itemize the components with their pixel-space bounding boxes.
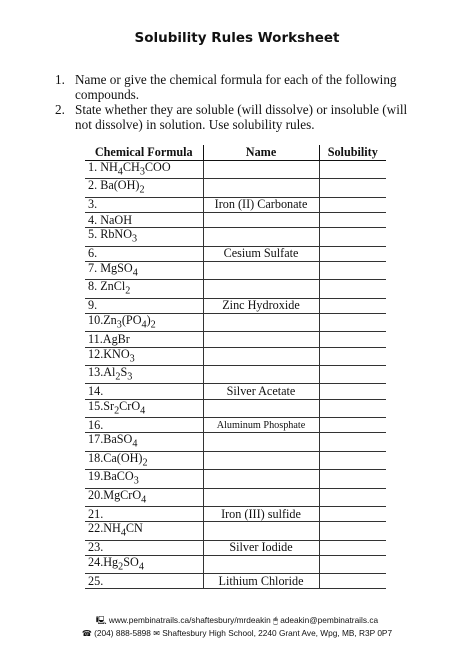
formula-cell: 17.BaSO$_4$	[85, 433, 203, 451]
solubility-cell	[319, 228, 386, 246]
worksheet-title: Solubility Rules Worksheet	[134, 30, 340, 46]
table-row	[85, 522, 386, 540]
instruction-2	[55, 102, 415, 132]
instruction-number: 2.	[55, 102, 65, 117]
name-cell	[203, 399, 319, 417]
header-chemical-formula: Chemical Formula	[85, 145, 203, 161]
footer-phone: (204) 888-5898	[94, 628, 151, 638]
solubility-cell	[319, 384, 386, 399]
footer-email: adeakin@pembinatrails.ca	[280, 615, 379, 625]
name-cell	[203, 433, 319, 451]
table-row	[85, 433, 386, 451]
name-cell: Iron (II) Carbonate	[203, 197, 319, 212]
table-row	[85, 197, 386, 212]
formula-cell: 25.	[85, 574, 203, 589]
formula-cell: 8. ZnCl$_2$	[85, 280, 203, 298]
formula-cell: 14.	[85, 384, 203, 399]
table-row	[85, 366, 386, 384]
footer-address: Shaftesbury High School, 2240 Grant Ave, Wpg, MB, R3P 0P7	[162, 628, 393, 638]
mouse-icon: 🖱	[273, 616, 278, 625]
solubility-cell	[319, 347, 386, 365]
solubility-cell	[319, 418, 386, 433]
header-name: Name	[203, 145, 319, 161]
name-cell: Silver Iodide	[203, 540, 319, 555]
table-row	[85, 470, 386, 488]
formula-cell: 23.	[85, 540, 203, 555]
name-cell: Cesium Sulfate	[203, 246, 319, 261]
table-row	[85, 246, 386, 261]
name-cell: Zinc Hydroxide	[203, 298, 319, 313]
solubility-cell	[319, 246, 386, 261]
table-row	[85, 418, 386, 433]
table-row	[85, 555, 386, 573]
formula-cell: 1. $NH_4CH_3COO$	[85, 161, 203, 179]
name-cell	[203, 470, 319, 488]
name-cell	[203, 280, 319, 298]
worksheet-table	[85, 145, 386, 589]
solubility-cell	[319, 332, 386, 347]
table-row	[85, 313, 386, 331]
solubility-cell	[319, 522, 386, 540]
table-row	[85, 280, 386, 298]
name-cell	[203, 347, 319, 365]
table-row	[85, 384, 386, 399]
table-row	[85, 179, 386, 197]
formula-cell: 5. RbNO$_3$	[85, 228, 203, 246]
solubility-cell	[319, 399, 386, 417]
solubility-cell	[319, 261, 386, 279]
name-cell	[203, 522, 319, 540]
computer-icon: 🖳	[95, 616, 107, 625]
formula-cell: 3.	[85, 197, 203, 212]
name-cell	[203, 332, 319, 347]
table-row	[85, 161, 386, 179]
formula-cell: $13.Al_2S_3$	[85, 366, 203, 384]
table-row	[85, 261, 386, 279]
solubility-cell	[319, 451, 386, 469]
table-row	[85, 507, 386, 522]
table-row	[85, 213, 386, 228]
table-row	[85, 399, 386, 417]
formula-cell: $15.Sr_2CrO_4$	[85, 399, 203, 417]
table-row	[85, 347, 386, 365]
solubility-cell	[319, 433, 386, 451]
solubility-cell	[319, 197, 386, 212]
footer-line-1	[0, 615, 474, 629]
name-cell	[203, 555, 319, 573]
solubility-cell	[319, 470, 386, 488]
name-cell	[203, 161, 319, 179]
solubility-cell	[319, 280, 386, 298]
formula-cell: $24.Hg_2SO_4$	[85, 555, 203, 573]
instruction-text: State whether they are soluble (will dissolve) or insoluble (will not dissolve) in solution. Use solubility rules.	[75, 102, 408, 132]
name-cell	[203, 261, 319, 279]
formula-cell: 11.AgBr	[85, 332, 203, 347]
name-cell: Iron (III) sulfide	[203, 507, 319, 522]
solubility-cell	[319, 366, 386, 384]
solubility-cell	[319, 540, 386, 555]
name-cell	[203, 179, 319, 197]
envelope-icon: ✉	[153, 629, 160, 638]
solubility-cell	[319, 488, 386, 506]
instruction-text: Name or give the chemical formula for each of the following compounds.	[75, 72, 397, 102]
table-row	[85, 574, 386, 589]
footer-line-2	[0, 628, 474, 638]
name-cell	[203, 451, 319, 469]
table-row	[85, 228, 386, 246]
formula-cell: 2. $Ba(OH)_2$	[85, 179, 203, 197]
formula-cell: 19.BaCO$_3$	[85, 470, 203, 488]
name-cell: Silver Acetate	[203, 384, 319, 399]
solubility-cell	[319, 161, 386, 179]
solubility-cell	[319, 574, 386, 589]
formula-cell: 9.	[85, 298, 203, 313]
formula-cell: 21.	[85, 507, 203, 522]
formula-cell: 7. MgSO$_4$	[85, 261, 203, 279]
solubility-cell	[319, 179, 386, 197]
table-header-row	[85, 145, 386, 161]
instruction-number: 1.	[55, 72, 65, 87]
formula-cell: 20.MgCrO$_4$	[85, 488, 203, 506]
table-row	[85, 488, 386, 506]
formula-cell: $18.Ca(OH)_2$	[85, 451, 203, 469]
solubility-cell	[319, 313, 386, 331]
footer-website: www.pembinatrails.ca/shaftesbury/mrdeakin	[108, 615, 271, 625]
name-cell	[203, 213, 319, 228]
header-solubility: Solubility	[319, 145, 386, 161]
formula-cell: 6.	[85, 246, 203, 261]
name-cell	[203, 228, 319, 246]
name-cell: Aluminum Phosphate	[203, 418, 319, 433]
table-row	[85, 332, 386, 347]
name-cell	[203, 366, 319, 384]
formula-cell: 4. NaOH	[85, 213, 203, 228]
solubility-cell	[319, 507, 386, 522]
instruction-1	[55, 72, 415, 102]
solubility-cell	[319, 213, 386, 228]
name-cell	[203, 488, 319, 506]
name-cell: Lithium Chloride	[203, 574, 319, 589]
solubility-cell	[319, 555, 386, 573]
phone-icon: ☎	[81, 629, 92, 638]
solubility-cell	[319, 298, 386, 313]
formula-cell: $10.Zn_3(PO_4)_2$	[85, 313, 203, 331]
formula-cell: $22.NH_4CN$	[85, 522, 203, 540]
table-row	[85, 451, 386, 469]
table-row	[85, 540, 386, 555]
formula-cell: 16.	[85, 418, 203, 433]
name-cell	[203, 313, 319, 331]
formula-cell: $12.KNO_3$	[85, 347, 203, 365]
table-row	[85, 298, 386, 313]
